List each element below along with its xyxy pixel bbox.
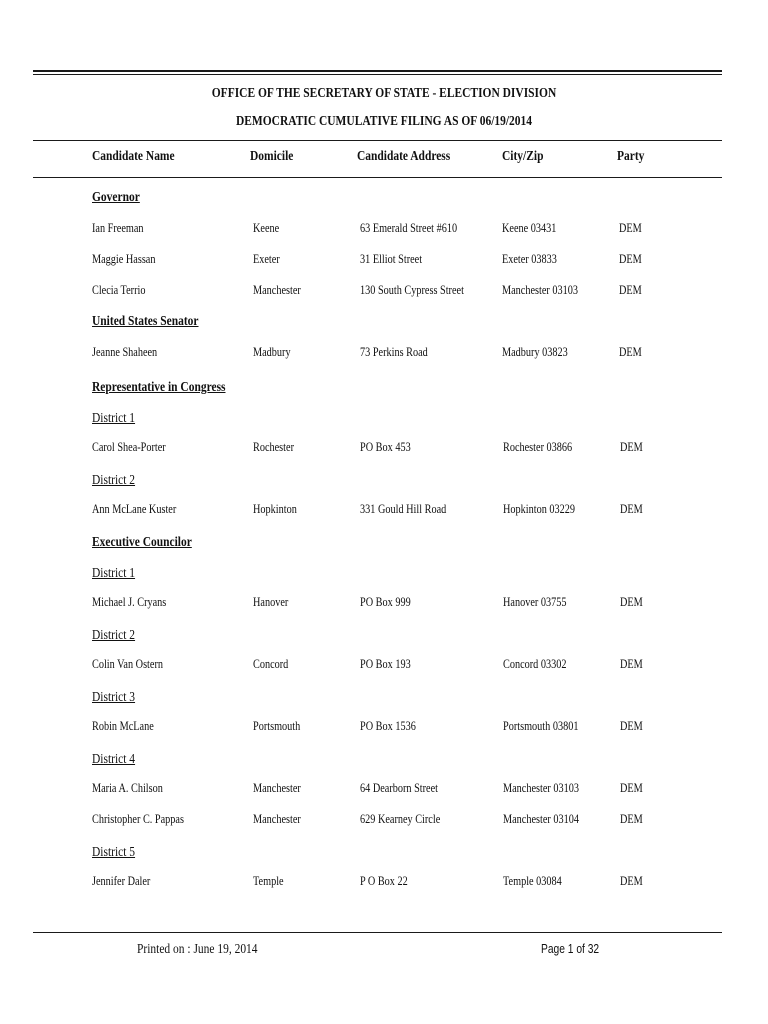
table-row [0,221,768,241]
table-row [0,595,768,615]
domicile: Rochester [253,440,294,454]
party: DEM [619,221,642,235]
city-zip: Manchester 03104 [503,812,580,826]
candidate-address: PO Box 1536 [360,719,416,733]
column-header-city-zip: City/Zip [502,149,544,164]
section-heading-us-senator: United States Senator [92,314,199,329]
domicile: Hanover [253,595,289,609]
document-title: OFFICE OF THE SECRETARY OF STATE - ELECTION DIVISION [211,86,557,101]
footer-rule [33,932,722,933]
domicile: Hopkinton [253,502,297,516]
candidate-name: Maria A. Chilson [92,781,163,795]
table-row [0,657,768,677]
party: DEM [620,657,643,671]
top-rule [33,70,722,72]
domicile: Keene [253,221,280,235]
party: DEM [620,502,643,516]
document-subtitle: DEMOCRATIC CUMULATIVE FILING AS OF 06/19/2014 [235,114,533,129]
top-rule-thin [33,74,722,75]
domicile: Manchester [253,781,301,795]
party: DEM [619,252,642,266]
candidate-address: PO Box 999 [360,595,411,609]
column-header-domicile: Domicile [250,149,294,164]
table-row [0,502,768,522]
city-zip: Manchester 03103 [502,283,579,297]
header-rule-bottom [33,177,722,178]
city-zip: Exeter 03833 [502,252,557,266]
city-zip: Madbury 03823 [502,345,568,359]
candidate-address: 31 Elliot Street [360,252,423,266]
party: DEM [620,440,643,454]
domicile: Temple [253,874,284,888]
column-header-candidate-name: Candidate Name [92,149,175,164]
party: DEM [620,781,643,795]
candidate-name: Clecia Terrio [92,283,146,297]
candidate-name: Ian Freeman [92,221,144,235]
domicile: Portsmouth [253,719,301,733]
candidate-address: 64 Dearborn Street [360,781,438,795]
district-heading: District 4 [92,752,136,767]
table-row [0,781,768,801]
candidate-name: Jeanne Shaheen [92,345,158,359]
city-zip: Manchester 03103 [503,781,580,795]
candidate-name: Michael J. Cryans [92,595,167,609]
candidate-address: 63 Emerald Street #610 [360,221,458,235]
party: DEM [620,874,643,888]
table-row [0,345,768,365]
candidate-address: P O Box 22 [360,874,408,888]
domicile: Concord [253,657,289,671]
party: DEM [620,595,643,609]
district-heading: District 3 [92,690,136,705]
candidate-name: Colin Van Ostern [92,657,163,671]
column-header-candidate-address: Candidate Address [357,149,451,164]
domicile: Manchester [253,283,301,297]
district-heading: District 5 [92,845,136,860]
city-zip: Concord 03302 [503,657,567,671]
party: DEM [619,345,642,359]
district-heading: District 2 [92,628,136,643]
city-zip: Hopkinton 03229 [503,502,576,516]
table-row [0,874,768,894]
district-heading: District 1 [92,566,136,581]
candidate-name: Christopher C. Pappas [92,812,184,826]
party: DEM [620,719,643,733]
candidate-name: Robin McLane [92,719,154,733]
table-row [0,719,768,739]
table-row [0,440,768,460]
candidate-address: PO Box 453 [360,440,411,454]
candidate-name: Maggie Hassan [92,252,156,266]
header-rule-top [33,140,722,141]
candidate-address: 629 Kearney Circle [360,812,441,826]
city-zip: Temple 03084 [503,874,562,888]
city-zip: Rochester 03866 [503,440,573,454]
candidate-name: Jennifer Daler [92,874,151,888]
candidate-address: PO Box 193 [360,657,411,671]
page-number: Page 1 of 32 [541,942,600,956]
table-row [0,283,768,303]
section-heading-executive-councilor: Executive Councilor [92,535,192,550]
city-zip: Hanover 03755 [503,595,567,609]
table-row [0,252,768,272]
candidate-name: Carol Shea-Porter [92,440,166,454]
district-heading: District 1 [92,411,136,426]
city-zip: Portsmouth 03801 [503,719,579,733]
printed-date: Printed on : June 19, 2014 [137,942,258,957]
column-header-party: Party [617,149,645,164]
candidate-name: Ann McLane Kuster [92,502,177,516]
candidate-address: 73 Perkins Road [360,345,428,359]
candidate-address: 130 South Cypress Street [360,283,464,297]
party: DEM [620,812,643,826]
party: DEM [619,283,642,297]
table-row [0,812,768,832]
city-zip: Keene 03431 [502,221,557,235]
section-heading-governor: Governor [92,190,140,205]
domicile: Manchester [253,812,301,826]
district-heading: District 2 [92,473,136,488]
domicile: Exeter [253,252,280,266]
candidate-address: 331 Gould Hill Road [360,502,447,516]
section-heading-representative-in-congress: Representative in Congress [92,380,226,395]
domicile: Madbury [253,345,291,359]
